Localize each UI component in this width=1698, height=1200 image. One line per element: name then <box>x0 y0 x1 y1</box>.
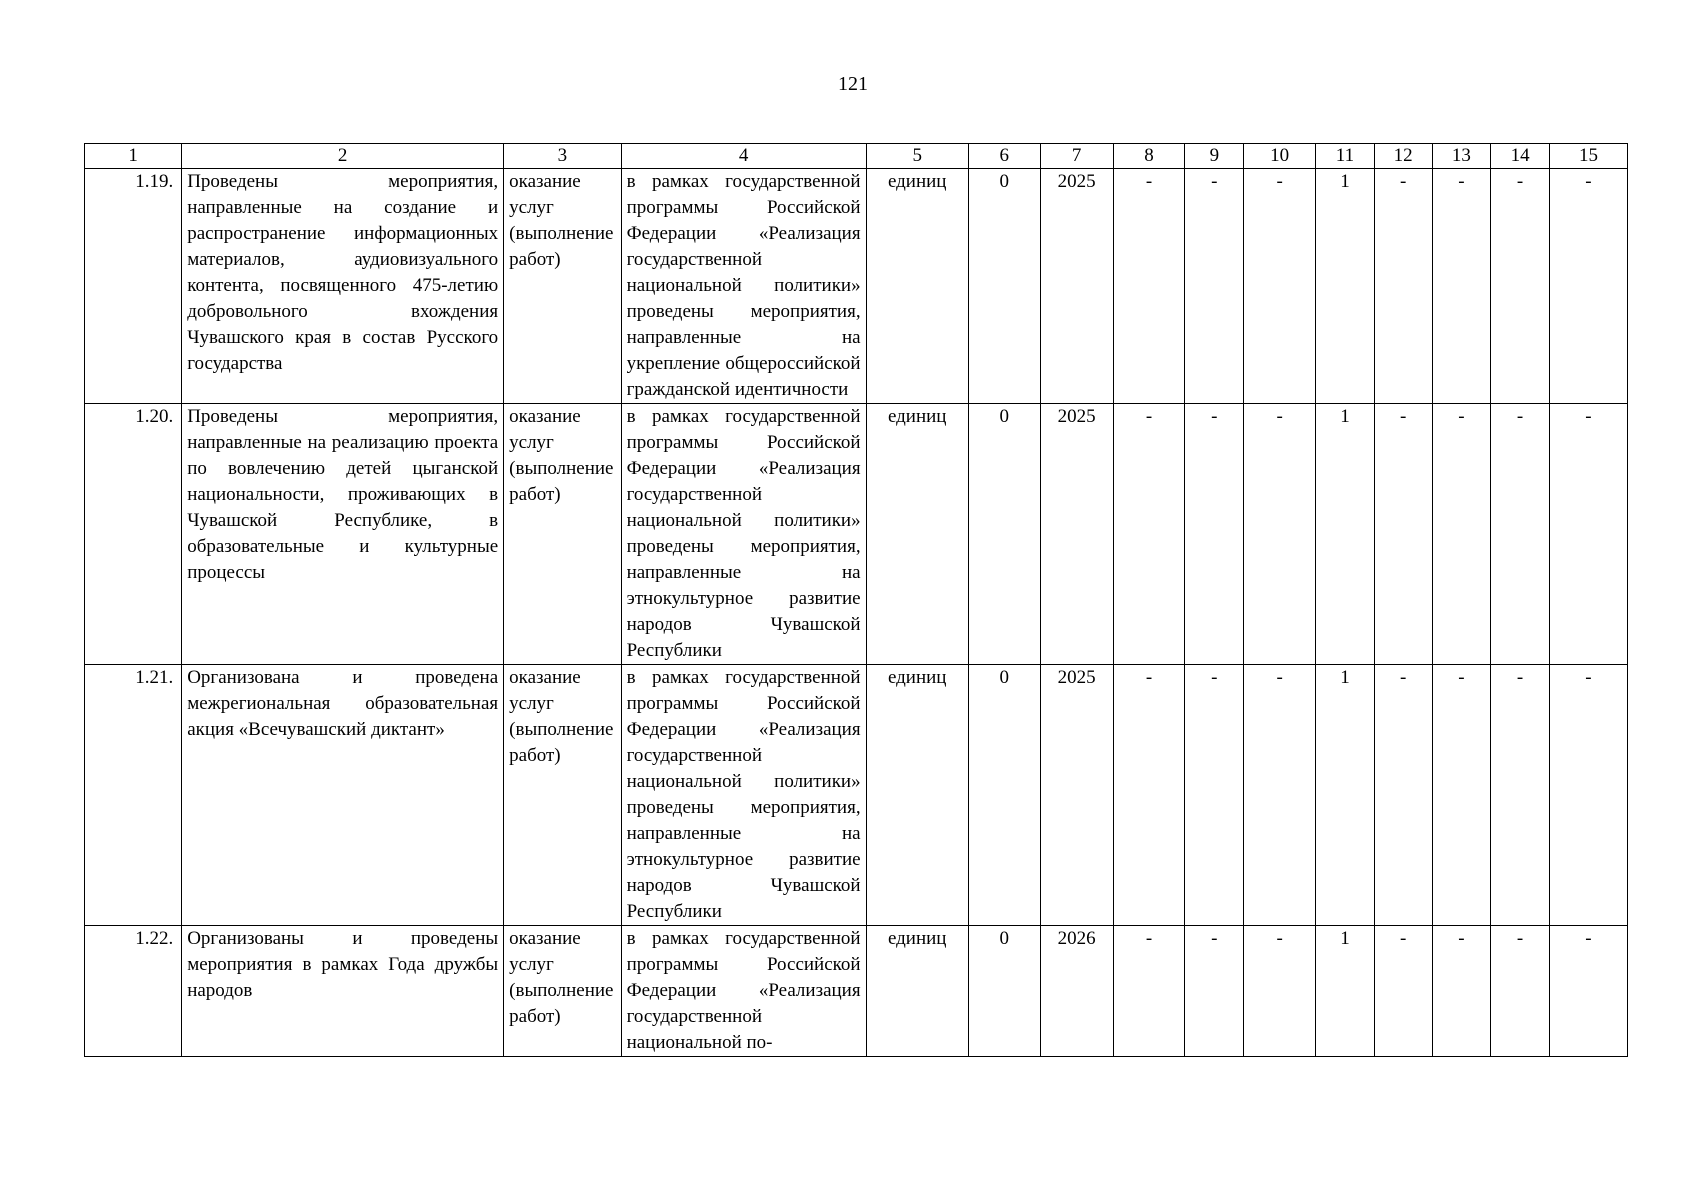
row-cell: - <box>1549 169 1627 404</box>
header-cell: 8 <box>1113 144 1185 169</box>
row-year: 2025 <box>1040 169 1113 404</box>
row-cell: - <box>1491 926 1550 1057</box>
row-cell: - <box>1491 169 1550 404</box>
row-cell: - <box>1491 404 1550 665</box>
row-unit: единиц <box>866 404 968 665</box>
row-cell: 1 <box>1316 926 1375 1057</box>
row-cell: - <box>1374 404 1432 665</box>
row-cell: - <box>1113 665 1185 926</box>
row-cell: - <box>1185 926 1244 1057</box>
row-cell: - <box>1244 169 1316 404</box>
row-base-value: 0 <box>968 404 1040 665</box>
row-description: в рамках государственной программы Российской Федерации «Реализация государственной национальной политики» проведены мероприятия, направленные на этнокультурное развитие народов Чувашской Республики <box>621 404 866 665</box>
header-cell: 12 <box>1374 144 1432 169</box>
header-cell: 14 <box>1491 144 1550 169</box>
row-cell: - <box>1113 926 1185 1057</box>
table-row <box>85 665 1628 926</box>
data-table <box>84 143 1628 1057</box>
header-cell: 4 <box>621 144 866 169</box>
header-cell: 3 <box>504 144 621 169</box>
row-description: в рамках государственной программы Российской Федерации «Реализация государственной национальной политики» проведены мероприятия, направленные на этнокультурное развитие народов Чувашской Республики <box>621 665 866 926</box>
row-base-value: 0 <box>968 926 1040 1057</box>
row-cell: - <box>1185 169 1244 404</box>
row-cell: - <box>1185 404 1244 665</box>
table-row <box>85 926 1628 1057</box>
header-cell: 9 <box>1185 144 1244 169</box>
row-year: 2025 <box>1040 404 1113 665</box>
row-cell: - <box>1374 665 1432 926</box>
header-cell: 10 <box>1244 144 1316 169</box>
row-cell: - <box>1491 665 1550 926</box>
row-cell: - <box>1432 169 1491 404</box>
row-unit: единиц <box>866 665 968 926</box>
row-cell: 1 <box>1316 665 1375 926</box>
row-cell: - <box>1432 665 1491 926</box>
row-cell: - <box>1432 926 1491 1057</box>
row-type: оказание услуг (выполнение работ) <box>504 404 621 665</box>
row-cell: - <box>1374 169 1432 404</box>
header-cell: 5 <box>866 144 968 169</box>
row-type: оказание услуг (выполнение работ) <box>504 169 621 404</box>
header-cell: 7 <box>1040 144 1113 169</box>
page-number: 121 <box>838 73 868 95</box>
row-cell: - <box>1432 404 1491 665</box>
row-year: 2026 <box>1040 926 1113 1057</box>
row-name: Организованы и проведены мероприятия в рамках Года дружбы народов <box>182 926 504 1057</box>
row-base-value: 0 <box>968 169 1040 404</box>
row-cell: - <box>1549 926 1627 1057</box>
header-cell: 2 <box>182 144 504 169</box>
row-unit: единиц <box>866 926 968 1057</box>
header-cell: 11 <box>1316 144 1375 169</box>
table-row <box>85 169 1628 404</box>
row-unit: единиц <box>866 169 968 404</box>
row-cell: - <box>1244 404 1316 665</box>
row-type: оказание услуг (выполнение работ) <box>504 665 621 926</box>
row-name: Проведены мероприятия, направленные на реализацию проекта по вовлечению детей цыганской национальности, проживающих в Чувашской Республике, в образовательные и культурные процессы <box>182 404 504 665</box>
header-cell: 6 <box>968 144 1040 169</box>
row-cell: - <box>1244 926 1316 1057</box>
header-cell: 1 <box>85 144 182 169</box>
row-cell: - <box>1113 169 1185 404</box>
table-row <box>85 404 1628 665</box>
row-name: Проведены мероприятия, направленные на создание и распространение информационных материалов, аудиовизуального контента, посвященного 475-летию добровольного вхождения Чувашского края в состав Русского государства <box>182 169 504 404</box>
row-name: Организована и проведена межрегиональная образовательная акция «Всечувашский диктант» <box>182 665 504 926</box>
header-row <box>85 144 1628 169</box>
row-base-value: 0 <box>968 665 1040 926</box>
row-description: в рамках государственной программы Российской Федерации «Реализация государственной национальной политики» проведены мероприятия, направленные на укрепление общероссийской гражданской идентичности <box>621 169 866 404</box>
row-cell: - <box>1549 665 1627 926</box>
row-cell: - <box>1185 665 1244 926</box>
row-number: 1.20. <box>85 404 182 665</box>
row-cell: - <box>1374 926 1432 1057</box>
row-cell: - <box>1244 665 1316 926</box>
row-cell: 1 <box>1316 404 1375 665</box>
row-type: оказание услуг (выполнение работ) <box>504 926 621 1057</box>
header-cell: 15 <box>1549 144 1627 169</box>
row-description: в рамках государственной программы Российской Федерации «Реализация государственной национальной по- <box>621 926 866 1057</box>
row-number: 1.22. <box>85 926 182 1057</box>
row-cell: 1 <box>1316 169 1375 404</box>
row-cell: - <box>1549 404 1627 665</box>
header-cell: 13 <box>1432 144 1491 169</box>
row-cell: - <box>1113 404 1185 665</box>
row-year: 2025 <box>1040 665 1113 926</box>
row-number: 1.21. <box>85 665 182 926</box>
row-number: 1.19. <box>85 169 182 404</box>
